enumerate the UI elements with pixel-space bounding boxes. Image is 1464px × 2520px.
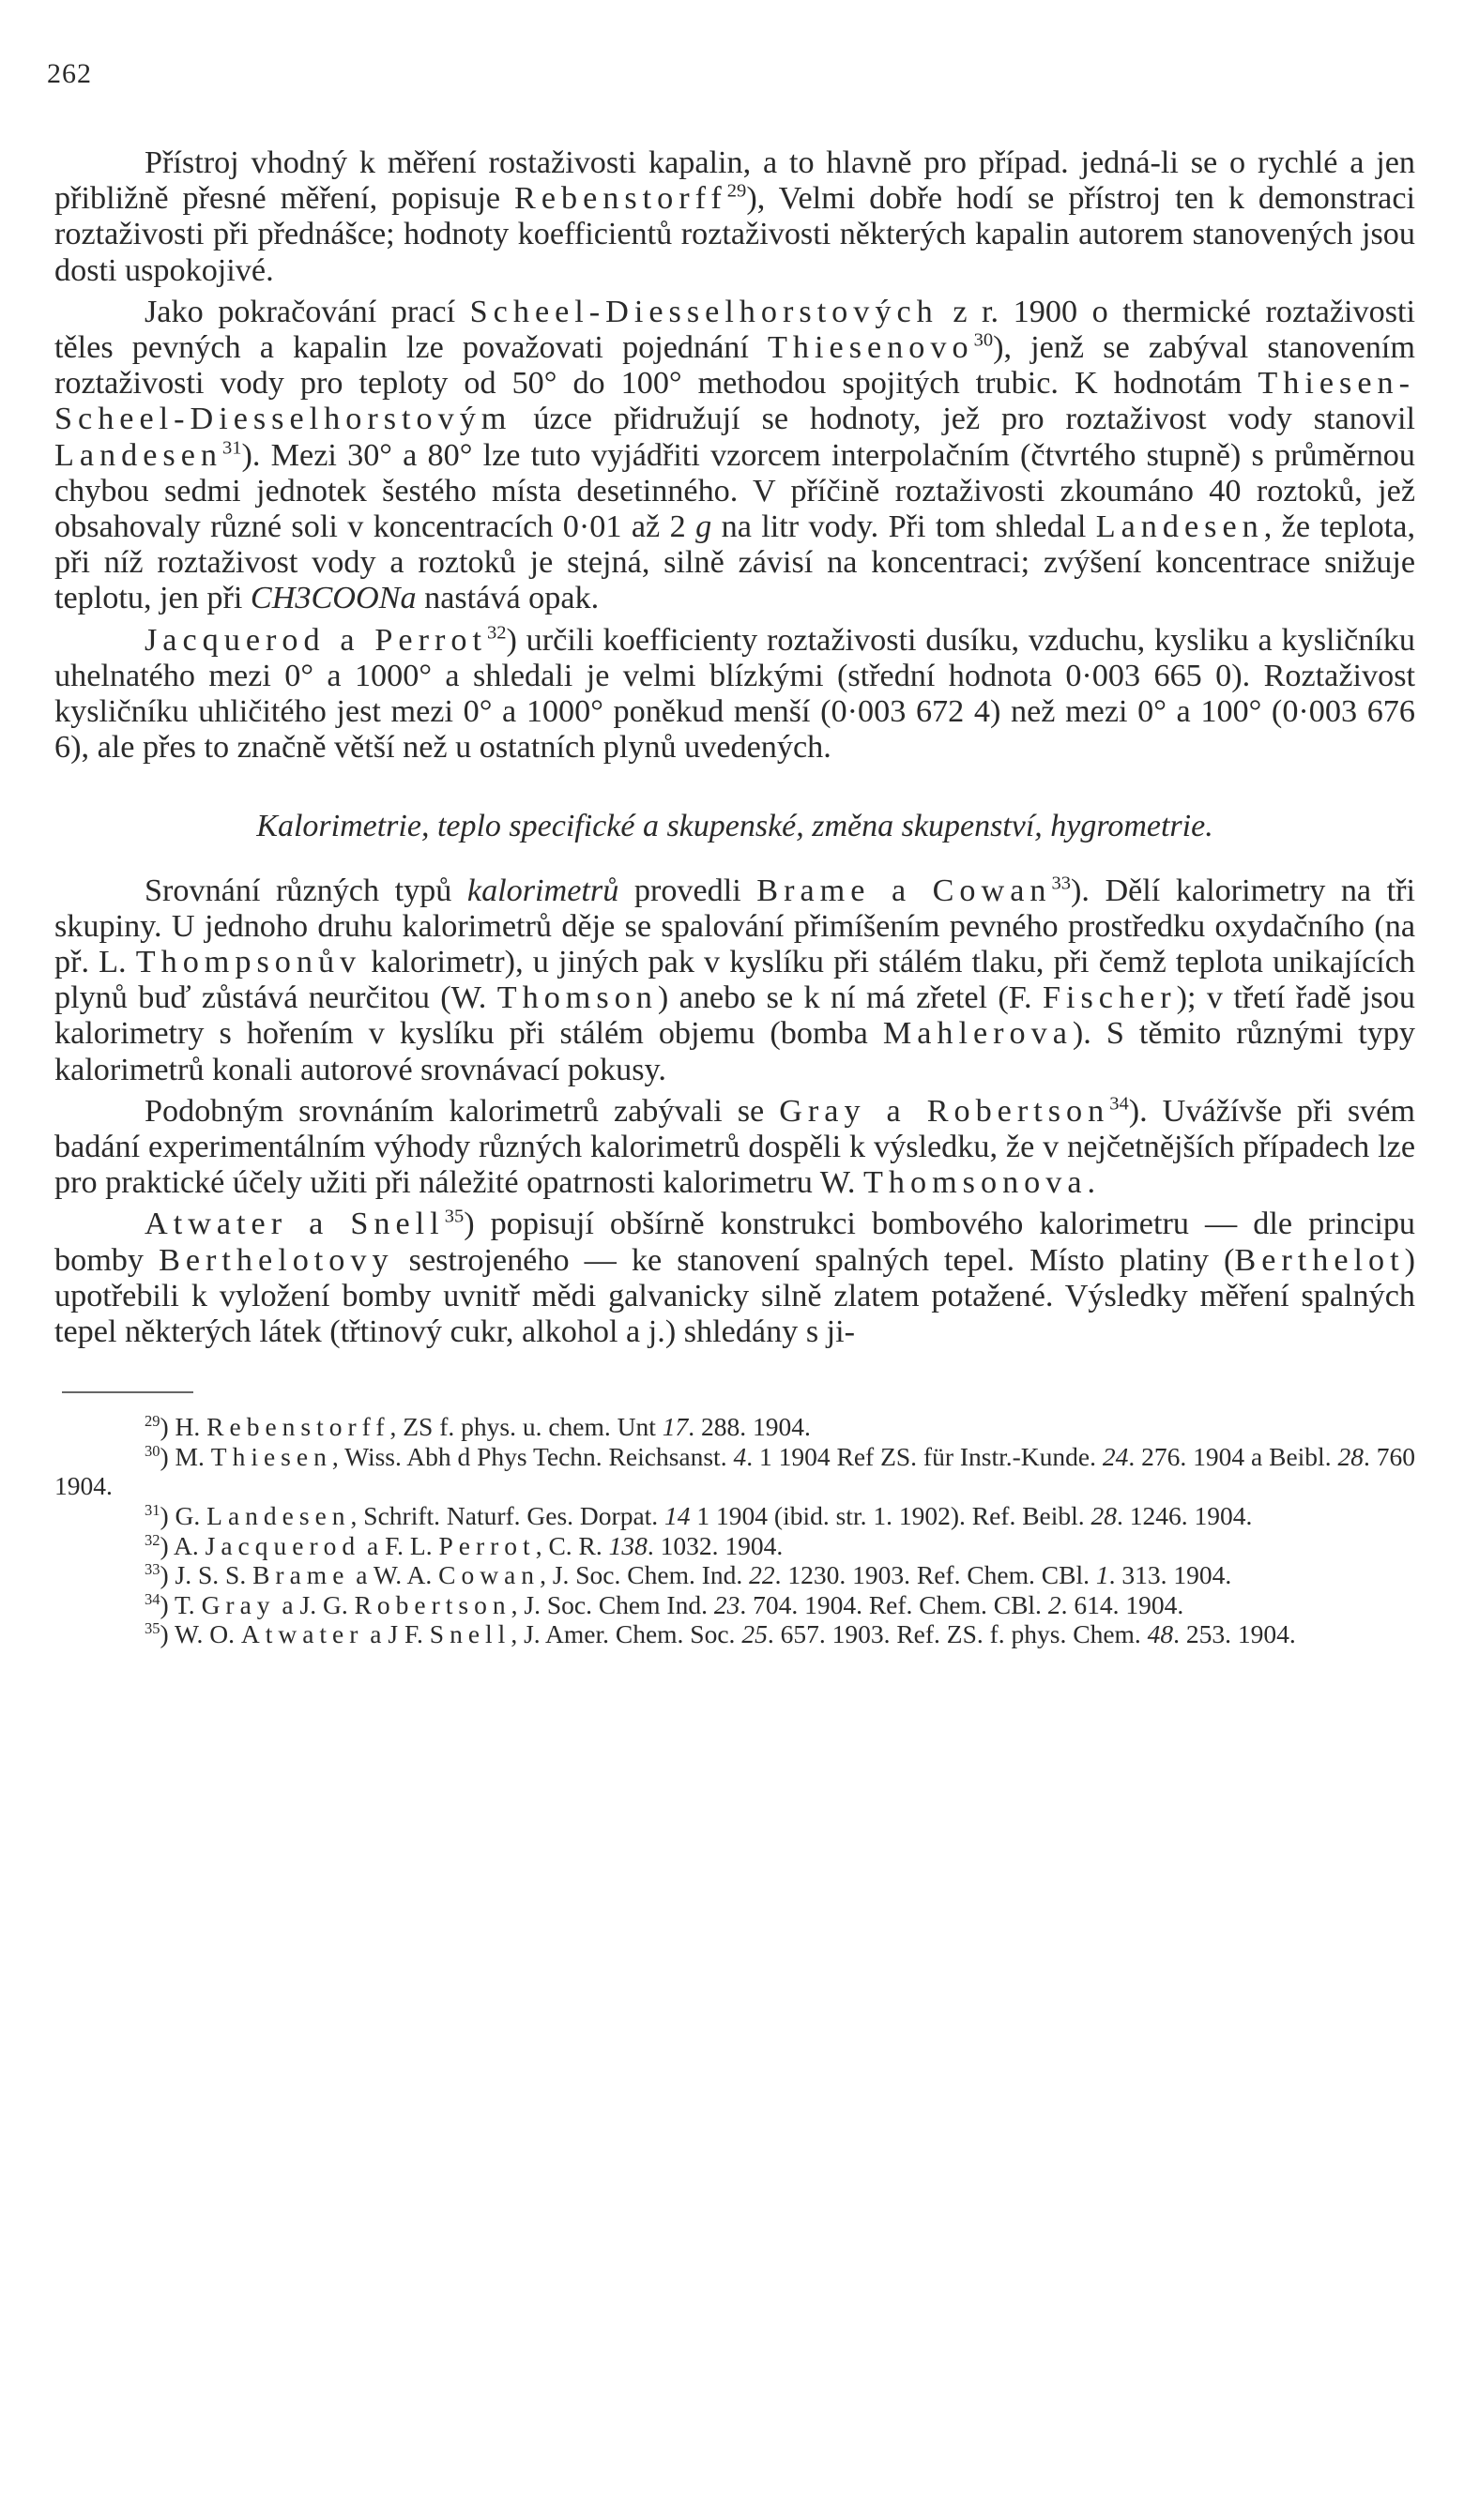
paragraph-gray-robertson: [54, 1094, 1415, 1202]
footnote-31: $^{31}$) G. Landesen, Schrift. Naturf. Ges. Dorpat. 14 1 1904 (ibid. str. 1. 1902). Ref. Beibl. 28. 1246. 1904.: [145, 1500, 1253, 1531]
text-run: , ZS f. phys. u. chem. Unt: [389, 1412, 663, 1442]
footnote-number: 34: [145, 1589, 160, 1608]
text-run: T.: [175, 1589, 202, 1619]
footnote-30: $^{30}$) M. Thiesen, Wiss. Abh d Phys Techn. Reichsanst. 4. 1 1904 Ref ZS. für Instr.-Kunde. 24. 276. 1904 a Beibl. 28. 760 1904.: [54, 1441, 1415, 1501]
text-run: sestrojeného — ke stanovení spalných tepel. Místo platiny (: [393, 1242, 1235, 1278]
text-run: , J. Soc. Chem. Ind.: [540, 1560, 750, 1590]
volume-number: 4: [733, 1441, 747, 1471]
text-run: ). S těmito různými typy kalorimetrů konali autorové srovnávací pokusy.: [54, 1016, 1415, 1087]
author-name: Perrot: [438, 1530, 536, 1560]
author-name: Mahlerova: [882, 1016, 1073, 1052]
author-name: Robertson: [354, 1589, 511, 1619]
text-run: a W. A.: [349, 1560, 439, 1590]
text-run: W. O.: [175, 1619, 241, 1649]
text-run: na litr vody. Při tom shledal: [711, 509, 1096, 545]
author-name: Thomsonova: [863, 1165, 1088, 1201]
volume-number: 48: [1147, 1619, 1174, 1649]
text-run: , Wiss. Abh d Phys Techn. Reichsanst.: [331, 1441, 734, 1471]
text-run: a J F.: [363, 1619, 430, 1649]
footnote-number: 32: [145, 1530, 160, 1549]
author-name: Atwater a Snell: [145, 1207, 445, 1242]
text-run: Přístroj vhodný k měření rostaživosti kapalin, a to hlavně pro případ. jedná-li se o rychlé a jen přibližně přesné měření, popisuje: [54, 145, 1415, 217]
author-name: Thiesen-Scheel-Diesselhorstovým: [54, 366, 1415, 437]
author-name: Jacquerod: [205, 1530, 361, 1560]
author-name: Atwater: [240, 1619, 364, 1649]
text-run: , že teplota, při níž roztaživost vody a roztoků je stejná, silně závisí na koncentraci; zvýšení koncentrace snižuje teplotu, jen při: [54, 509, 1415, 616]
paragraph-rebenstorff: [54, 145, 1415, 289]
text-run: a J. G.: [275, 1589, 355, 1619]
footnote-29: $^{29}$) H. Rebenstorff, ZS f. phys. u. chem. Unt 17. 288. 1904.: [145, 1412, 811, 1442]
italic-term: kalorimetrů: [466, 873, 619, 908]
footnote-33: $^{33}$) J. S. S. Brame a W. A. Cowan, J. Soc. Chem. Ind. 22. 1230. 1903. Ref. Chem. CBl. 1. 313. 1904.: [145, 1560, 1232, 1590]
footnote-ref: 33: [1051, 873, 1071, 894]
chemical-formula: CH3COONa: [250, 581, 417, 616]
text-run: z r. 1900 o thermické roztaživosti těles pevných a kapalin lze považovati pojednání: [54, 294, 1415, 366]
footnote-ref: 32: [486, 622, 507, 644]
text-run: ) určili koefficienty roztaživosti dusíku, vzduchu, kysliku a kysličníku uhelnatého mezi 0° a 1000° a shledali je velmi blízkými (střední hodnota 0·003 665 0). Roztaživost kysličníku uhličitého jest mezi 0° a 1000° poněkud menší (0·003 672 4) než mezi 0° a 100° (0·003 676 6), ale přes to značně větší než u ostatních plynů uvedených.: [54, 622, 1415, 766]
page-number: 262: [47, 58, 92, 89]
text-run: . 614. 1904.: [1060, 1589, 1184, 1619]
text-run: nastává opak.: [416, 581, 600, 616]
text-run: J. S. S.: [175, 1560, 253, 1590]
footnote-35: $^{35}$) W. O. Atwater a J F. Snell, J. Amer. Chem. Soc. 25. 657. 1903. Ref. ZS. f. phys. Chem. 48. 253. 1904.: [145, 1619, 1296, 1649]
author-name: Landesen: [54, 437, 222, 473]
text-run: ). Uvážívše při svém badání experimentálním výhody různých kalorimetrů dospěli k výsledku, že v nejčetnějších případech lze pro praktické účely užiti při náležité opatrnosti kalorimetru W.: [54, 1093, 1415, 1201]
text-run: . 288. 1904.: [688, 1412, 811, 1442]
volume-number: 1: [1095, 1560, 1109, 1590]
text-run: ). Dělí kalorimetry na tři skupiny. U jednoho druhu kalorimetrů děje se spalování přimíšením pevného prostředku oxydačního (na př. L.: [54, 873, 1415, 980]
text-run: A.: [174, 1530, 206, 1560]
text-run: kalorimetr), u jiných pak v kyslíku při stálém tlaku, při čemž teplota unikajících plynů buď zůstává neurčitou (W.: [54, 945, 1415, 1016]
footnote-number: 31: [145, 1500, 160, 1519]
author-name: Berthelot: [1234, 1242, 1405, 1278]
author-name: Landesen: [1095, 509, 1264, 545]
author-name: Rebenstorff: [514, 181, 727, 217]
text-run: , J. Amer. Chem. Soc.: [511, 1619, 742, 1649]
author-name: Thiesenovo: [768, 330, 974, 366]
footnote-32: $^{32}$) A. Jacquerod a F. L. Perrot, C. R. 138. 1032. 1904.: [145, 1530, 784, 1560]
text-run: ), Velmi dobře hodí se přístroj ten k demonstraci roztaživosti při přednášce; hodnoty koefficientů roztaživosti některých kapalin autorem stanovených jsou dosti uspokojivé.: [54, 181, 1415, 288]
author-name: Scheel-Diesselhorstových: [469, 294, 938, 329]
author-name: Snell: [429, 1619, 511, 1649]
section-heading: Kalorimetrie, teplo specifické a skupenské, změna skupenství, hygrometrie.: [256, 809, 1213, 844]
text-run: Srovnání různých typů: [145, 873, 467, 908]
volume-number: 14: [664, 1501, 691, 1531]
text-run: , Schrift. Naturf. Ges. Dorpat.: [350, 1501, 665, 1531]
footnote-ref: 35: [444, 1207, 465, 1228]
paragraph-atwater-snell: [54, 1207, 1415, 1350]
volume-number: 2: [1047, 1589, 1061, 1619]
text-run: . 1246. 1904.: [1117, 1501, 1253, 1531]
text-run: provedli: [618, 873, 757, 908]
author-name: Thomson: [496, 980, 658, 1016]
text-run: G.: [175, 1501, 207, 1531]
footnote-number: 30: [145, 1441, 160, 1460]
footnote-number: 29: [145, 1412, 160, 1431]
footnote-number: 33: [145, 1560, 160, 1579]
author-name: Thiesen: [210, 1441, 332, 1471]
volume-number: 22: [749, 1560, 775, 1590]
text-run: . 657. 1903. Ref. ZS. f. phys. Chem.: [767, 1619, 1148, 1649]
text-run: ), jenž se zabýval stanovením roztaživosti vody pro teploty od 50° do 100° methodou spojitých trubic. K hodnotám: [54, 330, 1415, 402]
text-run: a F. L.: [360, 1530, 439, 1560]
volume-number: 23: [713, 1589, 740, 1619]
volume-number: 17: [662, 1412, 689, 1442]
text-run: ). Mezi 30° a 80° lze tuto vyjádřiti vzorcem interpolačním (čtvrtého stupně) s průměrnou chybou sedmi jednotek šestého místa desetinného. V příčině roztaživosti zkoumáno 40 roztoků, jež obsahovaly různé soli v koncentracích 0·01 až 2: [54, 437, 1415, 545]
text-run: . 760 1904.: [54, 1441, 1415, 1501]
author-name: Rebenstorff: [206, 1412, 390, 1442]
volume-number: 28: [1090, 1501, 1118, 1531]
text-run: H.: [175, 1412, 207, 1442]
text-run: .: [1087, 1165, 1096, 1201]
text-run: . 1230. 1903. Ref. Chem. CBl.: [774, 1560, 1096, 1590]
volume-number: 24: [1102, 1441, 1129, 1471]
author-name: Brame: [252, 1560, 350, 1590]
footnote-ref: 30: [973, 329, 994, 351]
text-run: . 1 1904 Ref ZS. für Instr.-Kunde.: [746, 1441, 1103, 1471]
volume-number: 25: [741, 1619, 768, 1649]
footnote-divider: [62, 1391, 193, 1393]
author-name: Berthelotovy: [159, 1242, 394, 1278]
author-name: Cowan: [438, 1560, 541, 1590]
author-name: Gray: [201, 1589, 276, 1619]
author-name: Thompsonův: [135, 945, 362, 980]
text-run: M.: [175, 1441, 211, 1471]
text-run: . 276. 1904 a Beibl.: [1128, 1441, 1338, 1471]
author-name: Jacquerod a Perrot: [145, 622, 487, 658]
author-name: Gray a Robertson: [779, 1093, 1110, 1129]
text-run: . 313. 1904.: [1108, 1560, 1232, 1590]
text-run: ); v třetí řadě jsou kalorimetry s hořením v kyslíku při stálém objemu (bomba: [54, 980, 1415, 1052]
text-run: ) popisují obšírně konstrukci bombového kalorimetru — dle principu bomby: [54, 1207, 1416, 1278]
paragraph-thiesen: [54, 295, 1415, 617]
volume-number: 138: [608, 1530, 648, 1560]
paragraph-brame-cowan: [54, 873, 1415, 1088]
author-name: Brame a Cowan: [756, 873, 1052, 908]
unit-symbol: g: [695, 509, 712, 545]
text-run: Jako pokračování prací: [145, 294, 470, 329]
text-run: ) anebo se k ní má zřetel (F.: [657, 980, 1043, 1016]
volume-number: 28: [1337, 1441, 1364, 1471]
footnote-ref: 34: [1109, 1093, 1129, 1115]
text-run: úzce přidružují se hodnoty, jež pro roztaživost vody stanovil: [511, 402, 1415, 437]
author-name: Fischer: [1042, 980, 1177, 1016]
text-run: ) upotřebili k vyložení bomby uvnitř mědi galvanicky silně zlatem potažené. Výsledky měření spalných tepel některých látek (třtinový cukr, alkohol a j.) shledány s ji-: [54, 1242, 1415, 1350]
text-run: 1 1904 (ibid. str. 1. 1902). Ref. Beibl.: [690, 1501, 1091, 1531]
footnote-ref: 29: [726, 180, 747, 202]
footnote-number: 35: [145, 1619, 160, 1638]
text-run: Podobným srovnáním kalorimetrů zabývali se: [145, 1093, 780, 1129]
body-text: [54, 145, 1415, 1649]
footnotes: [54, 1412, 1415, 1649]
paragraph-jacquerod: [54, 623, 1415, 767]
text-run: . 1032. 1904.: [647, 1530, 784, 1560]
author-name: Landesen: [206, 1501, 351, 1531]
text-run: . 253. 1904.: [1173, 1619, 1296, 1649]
text-run: , C. R.: [535, 1530, 609, 1560]
text-run: , J. Soc. Chem Ind.: [511, 1589, 714, 1619]
footnote-34: $^{34}$) T. Gray a J. G. Robertson, J. Soc. Chem Ind. 23. 704. 1904. Ref. Chem. CBl. 2. 614. 1904.: [145, 1589, 1184, 1619]
footnote-ref: 31: [222, 437, 242, 459]
text-run: . 704. 1904. Ref. Chem. CBl.: [740, 1589, 1048, 1619]
